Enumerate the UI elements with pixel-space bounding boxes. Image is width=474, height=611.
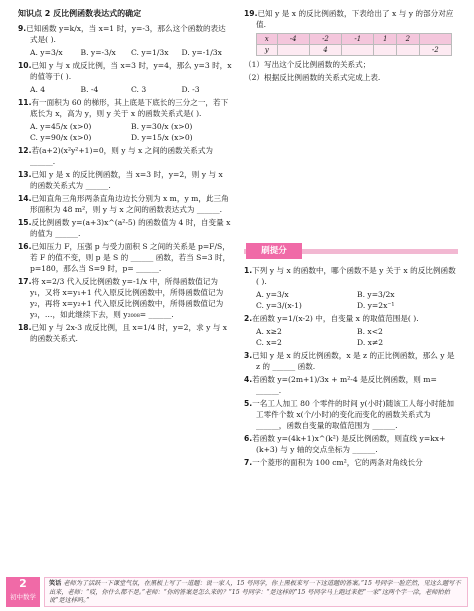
option[interactable]: D. y=-1/3x <box>181 47 222 57</box>
question-text: 在函数 y=1/(x-2) 中，自变量 x 的取值范围是( ). <box>252 314 419 324</box>
question-19-part-1: （1）写出这个反比例函数的关系式； <box>244 60 371 70</box>
question-number: 17. <box>18 276 32 286</box>
right-column <box>244 8 458 470</box>
option[interactable]: B. y=3/2x <box>357 290 395 300</box>
question-text: 已知压力 F，压强 p 与受力面积 S 之间的关系是 p=F/S，若 F 的值不变，则 p 是 S 的 ______ 函数，若当 S=3 时，p=180，那么当 S=9 时，p= ______. <box>30 241 231 273</box>
value-table <box>256 33 452 56</box>
table-cell <box>342 45 374 56</box>
table-cell: -1 <box>342 34 374 45</box>
question-number: 5. <box>244 399 253 409</box>
question-number: 16. <box>18 241 32 251</box>
option[interactable]: A. y=3/x <box>30 47 63 57</box>
table-row-x <box>257 34 452 45</box>
banner-label: 刷提分 <box>246 243 302 259</box>
question-number: 18. <box>18 322 32 332</box>
section-banner <box>244 243 458 259</box>
option[interactable]: C. x=2 <box>256 338 282 348</box>
question-number: 15. <box>18 217 32 227</box>
practice-3 <box>244 350 458 372</box>
question-text: 将 x=2/3 代入反比例函数 y=-1/x 中，所得函数值记为 y₁，又将 x=y₁+1 代入原反比例函数中，所得函数值记为 y₂，再将 x=y₂+1 代入原反比例函数中，所得函数值记为 y₃，…，如此继续下去，则 y₂₀₀₈= ______. <box>30 276 224 319</box>
option[interactable]: A. y=3/x <box>256 290 289 300</box>
question-text: 下列 y 与 x 的函数中，哪个函数不是 y 关于 x 的反比例函数( ). <box>252 266 456 287</box>
question-number: 1. <box>244 266 253 276</box>
practice-1-options <box>244 289 458 311</box>
table-cell: x <box>257 34 278 45</box>
table-cell: 4 <box>309 45 341 56</box>
table-cell: -2 <box>419 45 451 56</box>
practice-2-options <box>244 326 458 348</box>
option[interactable]: C. y=1/3x <box>131 47 169 57</box>
practice-6 <box>244 433 458 455</box>
table-cell <box>277 45 309 56</box>
question-text: 已知 y 与 2x-3 成反比例，且 x=1/4 时，y=2，求 y 与 x 的函数关系式. <box>30 322 228 343</box>
practice-2 <box>244 313 458 324</box>
option[interactable]: A. x≥2 <box>256 327 282 337</box>
table-cell: 2 <box>397 34 420 45</box>
question-19 <box>244 8 458 30</box>
option[interactable]: B. -4 <box>80 84 99 94</box>
question-12 <box>18 145 232 167</box>
joke-text: 老师为了活跃一下课堂气氛，在黑板上写了一道题：说一家人，15 号同学，你上黑板来写一下这道题的答案。”15 号同学一脸茫然，见这么题写不出来，老师：“哎，你什么都不是。”老师：“你的答案是怎么来的？”15 号同学：“是这样的”15 号同学马上跑过来把“一家”这两个字一涂，老师拍拍说“是这样吗。” <box>49 580 461 605</box>
left-column <box>18 8 232 346</box>
table-cell <box>419 34 451 45</box>
practice-4 <box>244 374 458 396</box>
option[interactable]: B. x<2 <box>357 327 383 337</box>
question-14 <box>18 193 232 215</box>
option[interactable]: C. y=90/x (x>0) <box>30 132 92 142</box>
question-text: 反比例函数 y=(a+3)x^(a²-5) 的函数值为 4 时，自变量 x 的值为 ______. <box>30 217 231 238</box>
question-number: 11. <box>18 97 32 107</box>
question-number: 7. <box>244 458 253 468</box>
practice-7 <box>244 457 458 468</box>
question-number: 3. <box>244 351 253 361</box>
question-9 <box>18 23 232 45</box>
table-cell: -4 <box>277 34 309 45</box>
table-row-y <box>257 45 452 56</box>
practice-1 <box>244 265 458 287</box>
table-cell: y <box>257 45 278 56</box>
question-text: 一名工人加工 80 个零件的时间 y(小时)随该工人每小时能加工零件个数 x(个/小时)的变化而变化的函数关系式为 ______，函数自变量的取值范围为 ______. <box>252 399 454 431</box>
question-18 <box>18 322 232 344</box>
question-text: 已知直角三角形两条直角边边长分别为 x m，y m，此三角形面积为 48 m²，则 y 与 x 之间的函数表达式为 ______. <box>30 193 229 214</box>
question-number: 6. <box>244 434 253 444</box>
question-number: 10. <box>18 60 32 70</box>
option[interactable]: A. y=45/x (x>0) <box>30 121 92 131</box>
question-number: 19. <box>244 9 258 18</box>
option[interactable]: D. x≠2 <box>357 338 384 348</box>
question-text: 若函数 y=(4k+1)x^(k²) 是反比例函数，则直线 y=kx+(k+3) 与 y 轴的交点坐标为 ______. <box>252 434 446 455</box>
practice-5 <box>244 398 458 431</box>
question-number: 13. <box>18 169 32 179</box>
option[interactable]: D. y=2x⁻¹ <box>357 301 395 311</box>
question-text: 已知函数 y=k/x，当 x=1 时，y=-3，那么这个函数的表达式是( ). <box>26 23 226 44</box>
section-title: 知识点 2 反比例函数表达式的确定 <box>18 9 142 18</box>
question-text: 若(a+2)(x²y²+1)=0，则 y 与 x 之间的函数关系式为 ______. <box>30 145 214 166</box>
option[interactable]: A. 4 <box>30 84 46 94</box>
question-text: 有一面积为 60 的梯形，其上底是下底长的三分之一，若下底长为 x，高为 y，则 y 关于 x 的函数关系式是( ). <box>30 97 229 118</box>
table-cell: 1 <box>374 34 397 45</box>
joke-box <box>44 577 468 607</box>
question-number: 2. <box>244 314 253 324</box>
question-17 <box>18 276 232 320</box>
option[interactable]: B. y=30/x (x>0) <box>131 121 193 131</box>
question-text: 一个菱形的面积为 100 cm²，它的两条对角线长分 <box>252 458 423 468</box>
question-11 <box>18 97 232 119</box>
table-cell <box>397 45 420 56</box>
answer-space <box>244 85 458 235</box>
question-text: 已知 y 是 x 的反比例函数，x 是 z 的正比例函数，那么 y 是 z 的 ______ 函数. <box>252 351 455 372</box>
question-text: 若函数 y=(2m+1)/3x + m²-4 是反比例函数，则 m= ______. <box>252 375 437 396</box>
table-cell: -2 <box>309 34 341 45</box>
question-number: 9. <box>18 23 27 33</box>
question-13 <box>18 169 232 191</box>
option[interactable]: C. 3 <box>131 84 147 94</box>
question-number: 12. <box>18 145 32 155</box>
question-text: 已知 y 与 x 成反比例，当 x=3 时，y=4，那么 y=3 时，x 的值等于( ). <box>30 60 232 81</box>
table-cell <box>374 45 397 56</box>
question-text: 已知 y 是 x 的反比例函数，当 x=3 时，y=2，则 y 与 x 的函数关系式为 ______. <box>30 169 223 190</box>
options-10 <box>18 84 232 95</box>
option[interactable]: D. -3 <box>181 84 200 94</box>
page-subject: 初中数学 <box>10 593 36 601</box>
question-text: 已知 y 是 x 的反比例函数，下表给出了 x 与 y 的部分对应值. <box>256 9 454 29</box>
question-15 <box>18 217 232 239</box>
question-19-part-2: （2）根据反比例函数的关系式完成上表. <box>244 73 381 83</box>
question-number: 14. <box>18 193 32 203</box>
page-footer <box>0 569 474 611</box>
question-number: 4. <box>244 375 253 385</box>
options-9 <box>18 47 232 58</box>
question-16 <box>18 241 232 274</box>
page-number-box <box>6 577 40 607</box>
option[interactable]: D. y=15/x (x>0) <box>131 132 193 142</box>
question-10 <box>18 60 232 82</box>
option[interactable]: B. y=-3/x <box>80 47 116 57</box>
page-number: 2 <box>19 577 27 590</box>
option[interactable]: C. y=3/(x-1) <box>256 301 302 311</box>
joke-label: 笑话 <box>49 580 62 587</box>
options-11 <box>18 121 232 143</box>
